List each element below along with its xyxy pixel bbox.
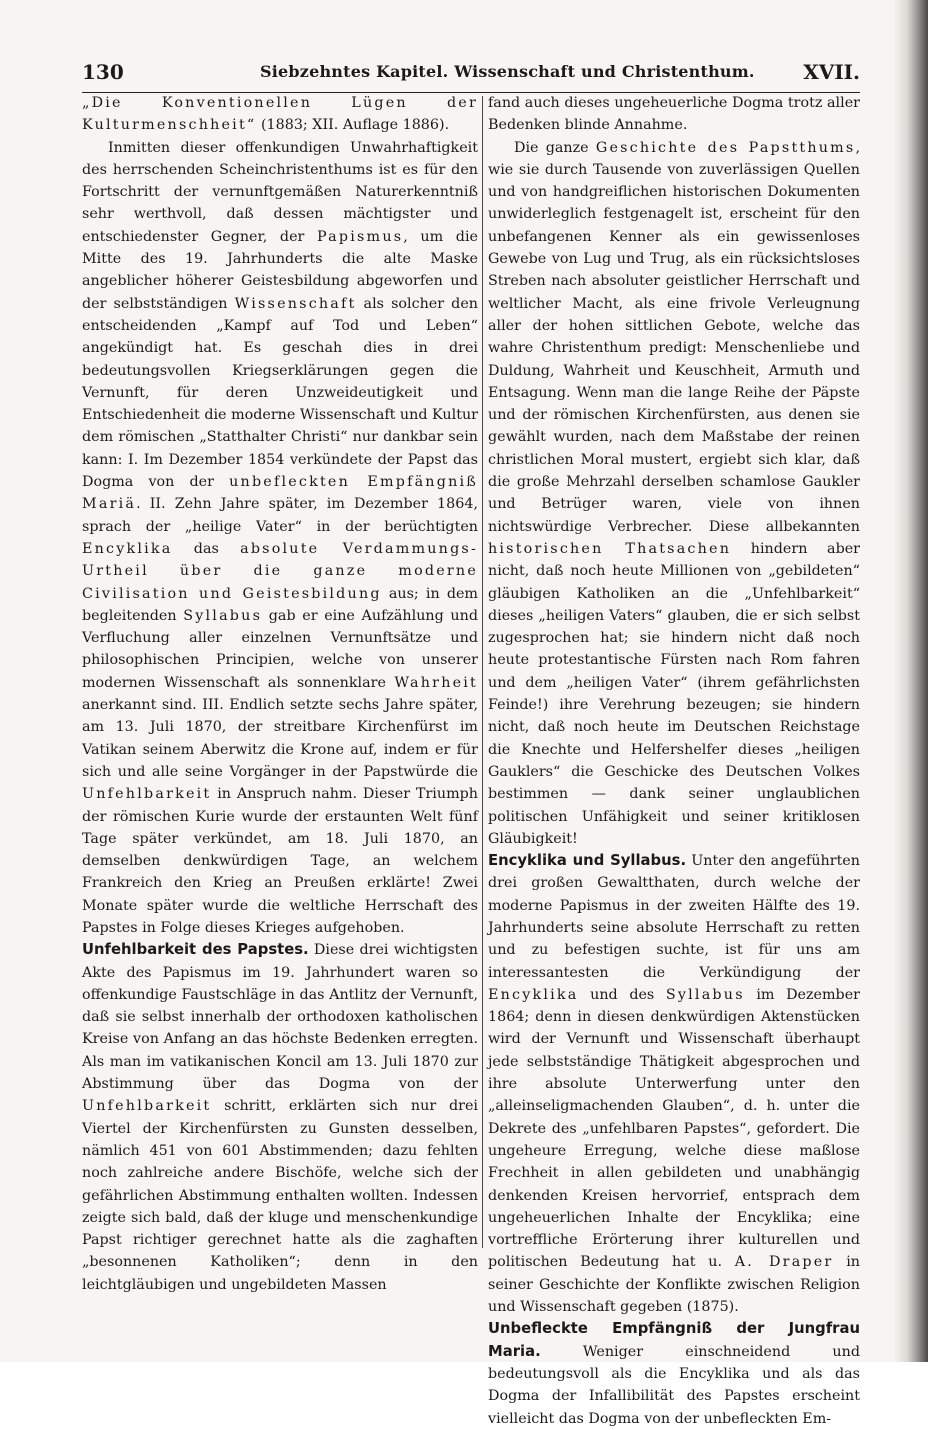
spaced-emphasis: Wissenschaft: [234, 295, 357, 312]
spaced-emphasis: Syllabus: [665, 986, 745, 1003]
spaced-emphasis: „Die Konventionellen Lügen der Kulturmenschheit“: [82, 95, 478, 134]
section-heading: Unbefleckte Empfängniß der Jungfrau Maria.: [488, 1320, 860, 1360]
spaced-emphasis: Geschichte des Papstthums: [595, 139, 856, 156]
paragraph: [82, 939, 478, 1296]
running-title: Siebzehntes Kapitel. Wissenschaft und Christenthum.: [260, 62, 755, 81]
text-run: , um die Mitte des 19. Jahrhunderts die alte Maske angeblicher höherer Geistesbildung abgeworfen und der selbstständigen: [82, 228, 478, 312]
spaced-emphasis: A. Draper: [734, 1254, 834, 1271]
spaced-emphasis: Wahrheit: [394, 674, 478, 691]
section-heading: Encyklika und Syllabus.: [488, 852, 687, 870]
paragraph: [488, 137, 860, 851]
paragraph: [488, 92, 860, 137]
text-run: Diese drei wichtigsten Akte des Papismus im 19. Jahrhundert waren so offenkundige Faustschläge in das Antlitz der Vernunft, daß sie selbst innerhalb der orthodoxen katholischen Kreise von Anfang an das höchste Bedenken erregten. Als man im vatikanischen Koncil am 13. Juli 1870 zur Abstimmung über das Dogma von der: [82, 942, 479, 1093]
text-run: in Anspruch nahm. Dieser Triumph der römischen Kurie wurde der erstaunten Welt fünf Tage später verkündet, am 18. Juli 1870, an demselben denkwürdigen Tage, an welchem Frankreich den Krieg an Preußen erklärte! Zwei Monate später wurde die weltliche Herrschaft des Papstes in Folge dieses Krieges aufgehoben.: [82, 786, 478, 936]
text-run: anerkannt sind. III. Endlich setzte sechs Jahre später, am 13. Juli 1870, der streitbare Kirchenfürst im Vatikan seinem Aberwitz die Krone auf, indem er für sich und alle seine Vorgänger in der Papstwürde die: [82, 697, 478, 780]
spaced-emphasis: Encyklika: [488, 986, 579, 1003]
text-run: fand auch dieses ungeheuerliche Dogma trotz aller Bedenken blinde Annahme.: [488, 95, 860, 134]
spaced-emphasis: Syllabus: [183, 607, 263, 624]
text-run: Weniger einschneidend und bedeutungsvoll als die Encyklika und als das Dogma der Infallibilität des Papstes erscheint vielleicht das Dogma von der unbefleckten Em-: [488, 1343, 860, 1427]
chapter-number: XVII.: [803, 60, 860, 84]
book-spine-shadow: [894, 0, 928, 1362]
page-header: [82, 58, 860, 93]
spaced-emphasis: Encyklika: [82, 540, 173, 557]
text-run: hindern aber nicht, daß noch heute Millionen von „gebildeten“ gläubigen Katholiken an die „Unfehlbarkeit“ dieses „heiligen Vaters“ glauben, die er sich selbst zugesprochen hat; sie hindern nicht daß noch heute protestantische Fürsten nach Rom fahren und dem „heiligen Vater“ (ihrem gefährlichsten Feinde!) ihre Verehrung bezeugen; sie hindern nicht, daß noch heute im Deutschen Reichstage die Knechte und Helfershelfer dieses „heiligen Gauklers“ die Geschicke des Deutschen Volkes bestimmen — dank seiner unglaublichen politischen Unfähigkeit und seiner kritiklosen Gläubigkeit!: [488, 540, 861, 847]
spaced-emphasis: Unfehlbarkeit: [82, 1098, 212, 1115]
text-run: und des: [578, 986, 666, 1003]
spaced-emphasis: Unfehlbarkeit: [82, 786, 212, 803]
spaced-emphasis: unbefleckten Empfängniß Mariä: [82, 474, 478, 513]
paragraph: [82, 92, 478, 137]
text-run: in seiner Geschichte der Konflikte zwischen Religion und Wissenschaft gegeben (1875).: [488, 1254, 860, 1316]
page-number: 130: [82, 60, 124, 84]
paragraph: [82, 137, 478, 940]
paragraph: [488, 1318, 860, 1429]
right-column: [488, 92, 861, 1427]
text-run: , wie sie durch Tausende von zuverlässigen Quellen und von handgreiflichen historischen Dokumenten unwiderleglich festgenagelt ist, erscheint für den unbefangenen Kenner als ein gewissenloses Gewebe von Lug und Trug, als ein rücksichtsloses Streben nach absoluter geistlicher Herrschaft und weltlicher Macht, als eine frivole Verleugnung aller der hohen sittlichen Gebote, welche das wahre Christenthum predigt: Menschenliebe und Duldung, Wahrheit und Keuschheit, Armuth und Entsagung. Wenn man die lange Reihe der Päpste und der römischen Kirchenfürsten, aus denen sie gewählt wurden, nach dem Maßstabe der reinen christlichen Moral mustert, ergiebt sich klar, daß die große Mehrzahl derselben schamlose Gaukler und Betrüger waren, viele von ihnen nichtswürdige Verbrecher. Diese allbekannten: [488, 139, 860, 535]
text-run: das: [172, 540, 241, 557]
text-run: (1883; XII. Auflage 1886).: [256, 117, 450, 134]
text-run: gab er eine Aufzählung und Verfluchung aller einzelnen Vernunftsätze und philosophischen Principien, welche von unserer modernen Wissenschaft als sonnenklare: [82, 607, 478, 691]
text-run: Inmitten dieser offenkundigen Unwahrhaftigkeit des herrschenden Scheinchristenthums ist es für den Fortschritt der vernunftgemäßen Naturerkenntniß sehr werthvoll, daß dessen mächtigster und entschiedenster Gegner, der: [82, 139, 478, 245]
text-run: Die ganze: [514, 139, 596, 156]
text-run: schritt, erklärten sich nur drei Viertel der Kirchenfürsten zu Gunsten desselben, nämlich 451 von 601 Abstimmenden; dazu fehlten noch zahlreiche andere Bischöfe, welche sich der gefährlichen Abstimmung enthalten wollten. Indessen zeigte sich bald, daß der kluge und menschenkundige Papst richtiger gerechnet hatte als die zaghaften „besonnenen Katholiken“; denn in den leichtgläubigen und ungebildeten Massen: [82, 1098, 478, 1293]
section-heading: Unfehlbarkeit des Papstes.: [82, 941, 309, 959]
spaced-emphasis: historischen Thatsachen: [488, 540, 732, 557]
left-column: [82, 92, 479, 1293]
text-run: aus; in dem begleitenden: [82, 585, 478, 624]
text-run: Unter den angeführten drei großen Gewaltthaten, durch welche der moderne Papismus in der zweiten Hälfte des 19. Jahrhunderts seine absolute Herrschaft zu retten und zu befestigen suchte, ist für uns am interessantesten die Verkündigung der: [488, 853, 860, 981]
spaced-emphasis: Papismus: [317, 228, 404, 245]
paragraph: [488, 850, 860, 1318]
text-run: . II. Zehn Jahre später, im Dezember 1864, sprach der „heilige Vater“ in der berüchtigten: [82, 496, 478, 535]
spaced-emphasis: absolute Verdammungs-Urtheil über die ganze moderne Civilisation und Geistesbildung: [82, 540, 479, 602]
text-run: als solcher den entscheidenden „Kampf auf Tod und Leben“ angekündigt hat. Es geschah dies in drei bedeutungsvollen Kriegserklärungen gegen die Vernunft, für deren Unzweideutigkeit und Entschiedenheit die moderne Wissenschaft und Kultur dem römischen „Statthalter Christi“ nur dankbar sein kann: I. Im Dezember 1854 verkündete der Papst das Dogma von der: [82, 295, 479, 491]
column-divider: [482, 96, 483, 1248]
text-run: im Dezember 1864; denn in diesen denkwürdigen Aktenstücken wird der Vernunft und Wissenschaft überhaupt jede selbstständige Thätigkeit abgesprochen und ihre absolute Unterwerfung unter den „alleinseligmachenden Glauben“, d. h. unter die Dekrete des „unfehlbaren Papstes“, gefordert. Die ungeheure Erregung, welche diese maßlose Frechheit in allen gebildeten und unabhängig denkenden Kreisen hervorrief, entsprach dem ungeheuerlichen Inhalte der Encyklika; eine vortreffliche Erörterung ihrer kulturellen und politischen Bedeutung hat u.: [488, 986, 861, 1271]
